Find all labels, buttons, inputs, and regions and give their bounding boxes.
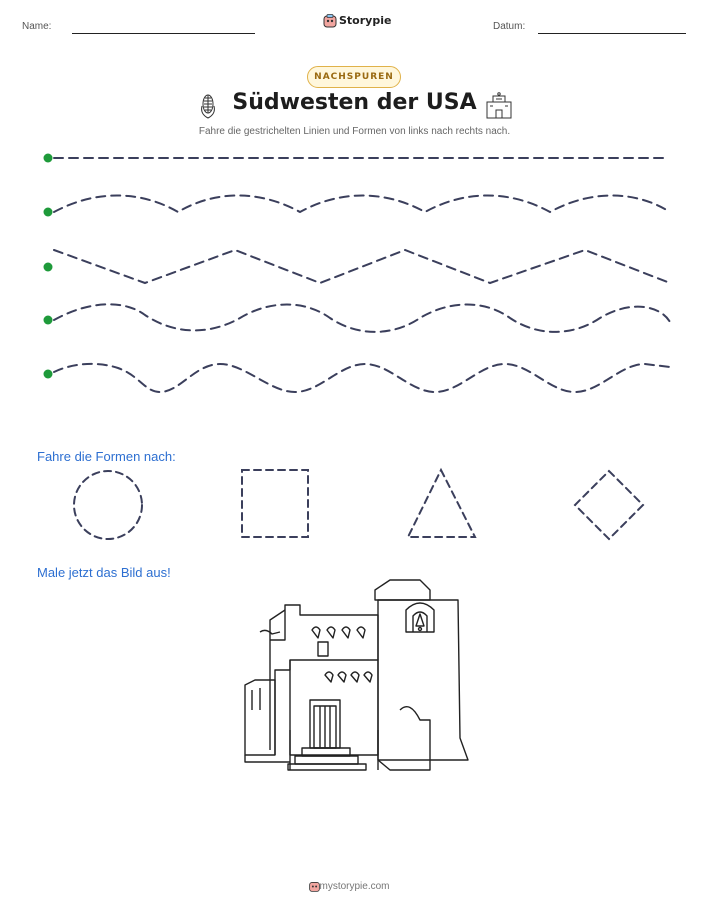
shape-triangle [408,470,475,537]
shape-circle [74,471,142,539]
instructions: Fahre die gestrichelten Linien und Formen von links nach rechts nach. [198,126,511,137]
shapes-heading: Fahre die Formen nach: [37,449,176,464]
tracing-shapes [0,460,709,550]
coloring-heading: Male jetzt das Bild aus! [37,565,171,580]
adobe-building-illustration [230,570,480,780]
tracing-line-zigzag [54,250,670,283]
footer-url[interactable]: mystorypie.com [319,881,390,892]
tracing-line-deep-wave [54,364,670,392]
name-line[interactable] [72,33,255,34]
date-label: Datum: [493,21,526,32]
tracing-line-gentle-wave [54,196,670,213]
shape-diamond [575,471,643,539]
page-title: Südwesten der USA [232,90,477,115]
storypie-logo-icon [322,13,338,29]
brand-name: Storypie [339,14,392,27]
name-label: Name: [22,21,52,32]
shape-square [242,470,308,537]
adobe-icon [484,92,514,120]
category-badge: NACHSPUREN [307,66,401,88]
date-line[interactable] [538,33,686,34]
tracing-line-wave [54,304,670,332]
start-dot-icon [44,154,53,379]
tracing-lines [0,140,709,400]
